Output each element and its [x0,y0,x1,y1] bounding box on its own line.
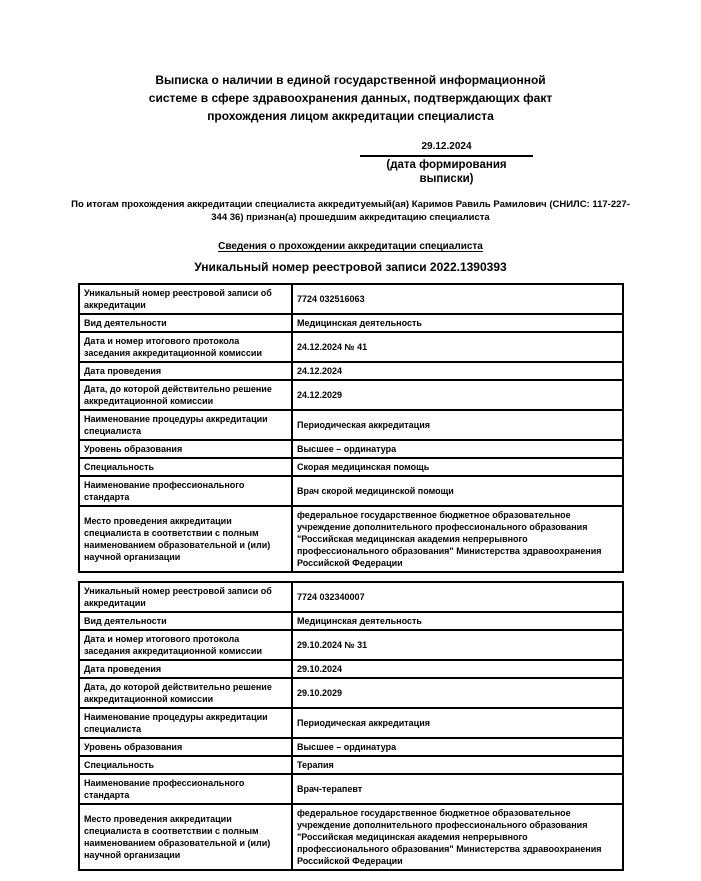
document-title-line: прохождения лицом аккредитации специалиста [207,109,494,123]
field-label-cell: Дата и номер итогового протокола заседания аккредитационной комиссии [79,332,292,362]
accreditation-record-table-1 [78,283,624,573]
field-label-cell: Наименование профессионального стандарта [79,476,292,506]
field-value-cell: 24.12.2029 [292,380,623,410]
table-row [79,756,623,774]
field-value-cell: Высшее – ординатура [292,738,623,756]
table-row [79,678,623,708]
field-label-cell: Уровень образования [79,738,292,756]
accreditation-record-table-2 [78,581,624,871]
table-row [79,314,623,332]
table-row [79,362,623,380]
field-label-cell: Дата и номер итогового протокола заседания аккредитационной комиссии [79,630,292,660]
field-label-cell: Уникальный номер реестровой записи об аккредитации [79,284,292,314]
document-title-line: Выписка о наличии в единой государственной информационной [155,73,546,87]
table-row [79,804,623,870]
field-value-cell: Скорая медицинская помощь [292,458,623,476]
field-label-cell: Дата, до которой действительно решение аккредитационной комиссии [79,380,292,410]
field-value-cell: Врач-терапевт [292,774,623,804]
field-value-cell: 29.10.2029 [292,678,623,708]
field-value-cell: Терапия [292,756,623,774]
field-label-cell: Место проведения аккредитации специалиста в соответствии с полным наименованием образовательной и (или) научной организации [79,804,292,870]
field-value-cell: 24.12.2024 [292,362,623,380]
table-row [79,476,623,506]
table-row [79,458,623,476]
table-row [79,506,623,572]
field-value-cell: 7724 032340007 [292,582,623,612]
table-row [79,284,623,314]
field-value-cell: 29.10.2024 [292,660,623,678]
intro-paragraph-line: По итогам прохождения аккредитации специалиста аккредитуемый(ая) Каримов Равиль Рамилович (СНИЛС: 117-227- [71,199,630,210]
field-label-cell: Специальность [79,756,292,774]
table-row [79,332,623,362]
field-value-cell: Периодическая аккредитация [292,410,623,440]
field-label-cell: Вид деятельности [79,314,292,332]
table-row [79,660,623,678]
section-heading: Сведения о прохождении аккредитации специалиста [218,241,483,252]
field-value-cell: Медицинская деятельность [292,612,623,630]
table-row [79,738,623,756]
field-value-cell: Высшее – ординатура [292,440,623,458]
table-row [79,410,623,440]
field-value-cell: Периодическая аккредитация [292,708,623,738]
table-row [79,582,623,612]
field-label-cell: Дата проведения [79,362,292,380]
field-value-cell: 29.10.2024 № 31 [292,630,623,660]
field-label-cell: Дата проведения [79,660,292,678]
field-label-cell: Наименование профессионального стандарта [79,774,292,804]
intro-paragraph-line: 344 36) признан(а) прошедшим аккредитацию специалиста [211,212,490,223]
table-row [79,440,623,458]
field-value-cell: 7724 032516063 [292,284,623,314]
field-label-cell: Место проведения аккредитации специалиста в соответствии с полным наименованием образовательной и (или) научной организации [79,506,292,572]
issue-date-value: 29.12.2024 [360,140,533,157]
registry-number-heading: Уникальный номер реестровой записи 2022.1390393 [194,260,507,274]
issue-date-block [360,140,533,186]
field-value-cell: Врач скорой медицинской помощи [292,476,623,506]
document-title-line: системе в сфере здравоохранения данных, подтверждающих факт [148,91,553,105]
field-label-cell: Наименование процедуры аккредитации специалиста [79,708,292,738]
field-label-cell: Вид деятельности [79,612,292,630]
field-label-cell: Уникальный номер реестровой записи об аккредитации [79,582,292,612]
field-value-cell: Медицинская деятельность [292,314,623,332]
table-row [79,708,623,738]
field-label-cell: Дата, до которой действительно решение аккредитационной комиссии [79,678,292,708]
field-label-cell: Наименование процедуры аккредитации специалиста [79,410,292,440]
field-label-cell: Уровень образования [79,440,292,458]
issue-date-caption: (дата формирования выписки) [386,159,507,185]
table-row [79,630,623,660]
table-row [79,774,623,804]
intro-paragraph [0,198,701,224]
field-value-cell: федеральное государственное бюджетное образовательное учреждение дополнительного профессионального образования "Российская медицинская академия непрерывного профессионального образования" Министерства здравоохранения Российской Федерации [292,804,623,870]
table-row [79,380,623,410]
document-title [0,0,701,125]
field-value-cell: 24.12.2024 № 41 [292,332,623,362]
field-value-cell: федеральное государственное бюджетное образовательное учреждение дополнительного профессионального образования "Российская медицинская академия непрерывного профессионального образования" Министерства здравоохранения Российской Федерации [292,506,623,572]
table-row [79,612,623,630]
field-label-cell: Специальность [79,458,292,476]
